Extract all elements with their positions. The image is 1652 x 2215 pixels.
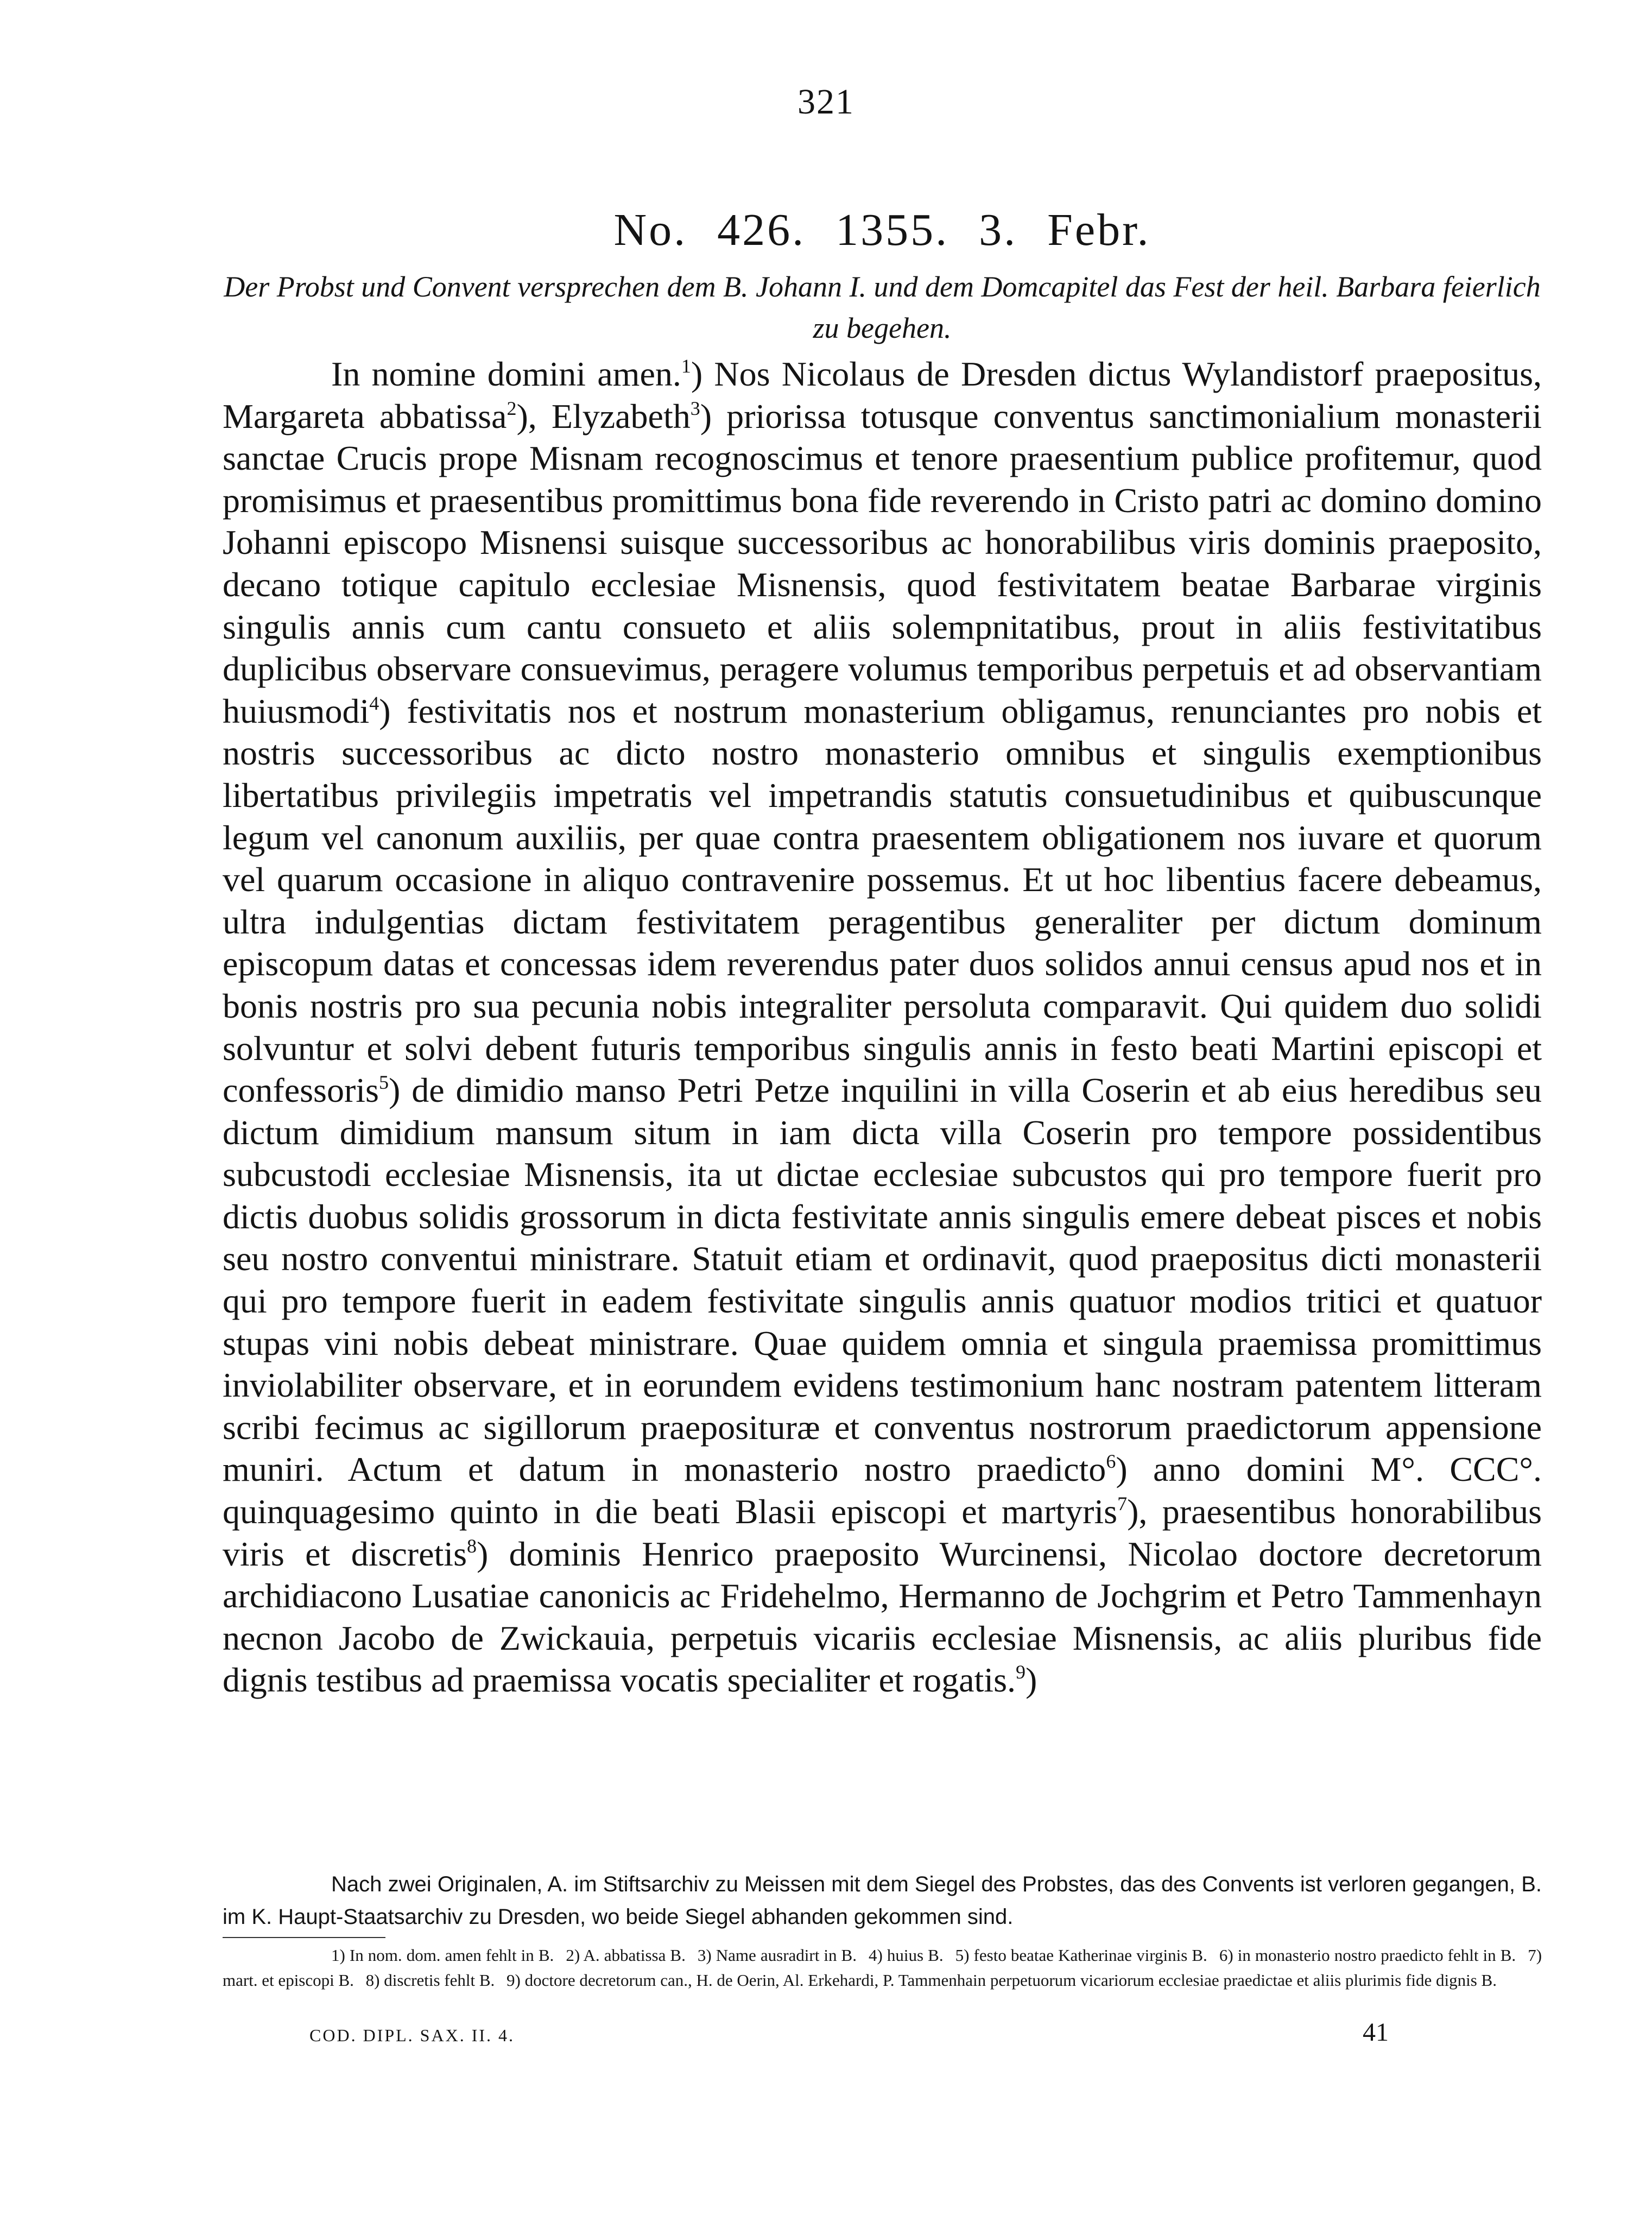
footnote-marker: 5: [378, 1071, 389, 1094]
footnote-item: 7) mart. et episcopi B.: [223, 1946, 1542, 1990]
footnote-item: 6) in monasterio nostro praedicto fehlt in B.: [1219, 1946, 1516, 1965]
text-segment: ) dominis Henrico praeposito Wurcinensi, Nicolao doctore decretorum archidiacono Lusatiae canonicis ac Fridehelmo, Hermanno de Jochgrim et Petro Tammenhayn necnon Jacobo de Zwickauia, perpetuis vicariis ecclesiae Misnensis, ac aliis pluribus fide dignis testibus ad praemissa vocatis specialiter et rogatis.: [223, 1534, 1542, 1700]
footer-sheet-number: 41: [1363, 2018, 1389, 2047]
footnote-item: 5) festo beatae Katherinae virginis B.: [955, 1946, 1207, 1965]
footnote-item: 4) huius B.: [869, 1946, 944, 1965]
text-segment: ) festivitatis nos et nostrum monasterium obligamus, renunciantes pro nobis et nostris successoribus ac dicto nostro monasterio omnibus et singulis exemptionibus libertatibus privilegiis impetratis vel impetrandis statutis consuetudinibus et quibuscunque legum vel canonum auxiliis, per quae contra praesentem obligationem nos iuvare et quorum vel quarum occasione in aliquo contravenire possemus. Et ut hoc libentius facere debeamus, ultra indulgentias dictam festivitatem peragentibus generaliter per dictum dominum episcopum datas et concessas idem reverendus pater duos solidos annui census apud nos et in bonis nostris pro sua pecunia nobis integraliter persoluta comparavit. Qui quidem duo solidi solvuntur et solvi debent futuris temporibus singulis annis in festo beati Martini episcopi et confessoris: [223, 691, 1542, 1110]
text-segment: ): [1025, 1661, 1037, 1700]
footnote-item: 8) discretis fehlt B.: [365, 1971, 495, 1990]
page-number: 321: [797, 82, 855, 122]
text-segment: ) priorissa totusque conventus sanctimonialium monasterii sanctae Crucis prope Misnam recognoscimus et tenore praesentium publice profitemur, quod promisimus et praesentibus promittimus bona fide reverendo in Cristo patri ac domino domino Johanni episcopo Misnensi suisque successoribus ac honorabilibus viris dominis praeposito, decano totique capitulo ecclesiae Misnensis, quod festivitatem beatae Barbarae virginis singulis annis cum cantu consueto et aliis solempnitatibus, prout in aliis festivitatibus duplicibus observare consuevimus, peragere volumus temporibus perpetuis et ad observantiam huiusmodi: [223, 396, 1542, 730]
footnote-item: 9) doctore decretorum can., H. de Oerin, Al. Erkehardi, P. Tammenhain perpetuorum vicariorum ecclesiae praedictae et aliis plurimis fide dignis B.: [507, 1971, 1497, 1990]
text-segment: ), praesentibus honorabilibus viris et discretis: [223, 1492, 1542, 1573]
text-segment: ) de dimidio manso Petri Petze inquilini in villa Coserin et ab eius heredibus seu dictum dimidium mansum situm in iam dicta villa Coserin pro tempore possidentibus subcustodi ecclesiae Misnensis, ita ut dictae ecclesiae subcustos qui pro tempore fuerit pro dictis duobus solidis grossorum in dicta festivitate annis singulis emere debeat pisces et nobis seu nostro conventui ministrare. Statuit etiam et ordinavit, quod praepositus dicti monasterii qui pro tempore fuerit in eadem festivitate singulis annis quatuor modios tritici et quatuor stupas vini nobis debeat ministrare. Quae quidem omnia et singula praemissa promittimus inviolabiliter observare, et in eorundem evidens testimonium hanc nostram patentem litteram scribi fecimus ac sigillorum praeposituræ et conventus nostrorum praedictorum appensione muniri. Actum et datum in monasterio nostro praedicto: [223, 1071, 1542, 1489]
document-title: No. 426. 1355. 3. Febr.: [613, 205, 1151, 255]
footnote-item: 2) A. abbatissa B.: [566, 1946, 686, 1965]
footnote-item: 1) In nom. dom. amen fehlt in B.: [331, 1946, 554, 1965]
footnotes: [223, 1943, 1542, 1993]
footnote-marker: 1: [681, 355, 691, 377]
footer-signature: COD. DIPL. SAX. II. 4.: [309, 2025, 515, 2045]
footnote-marker: 9: [1015, 1661, 1026, 1683]
footnote-marker: 4: [369, 692, 379, 714]
footnote-rule: [223, 1937, 385, 1938]
footnote-marker: 2: [507, 397, 517, 419]
text-segment: ) anno domini M°. CCC°. quinquagesimo quinto in die beati Blasii episcopi et martyris: [223, 1450, 1542, 1531]
footnote-marker: 8: [466, 1535, 477, 1557]
charter-text: [223, 353, 1542, 1701]
text-segment: ), Elyzabeth: [516, 396, 691, 436]
source-note: Nach zwei Originalen, A. im Stiftsarchiv zu Meissen mit dem Siegel des Probstes, das des Convents ist verloren gegangen, B. im K. Haupt-Staatsarchiv zu Dresden, wo beide Siegel abhanden gekommen sind.: [223, 1872, 1542, 1929]
footnote-item: 3) Name ausradirt in B.: [697, 1946, 857, 1965]
text-segment: In nomine domini amen.: [331, 355, 681, 393]
footnote-marker: 3: [690, 397, 700, 419]
text-segment: ) Nos Nicolaus de Dresden dictus Wylandistorf praepositus, Margareta abbatissa: [223, 355, 1542, 436]
document-summary: Der Probst und Convent versprechen dem B. Johann I. und dem Domcapitel das Fest der heil. Barbara feierlich zu begehen.: [224, 270, 1541, 344]
footnote-marker: 6: [1106, 1450, 1116, 1473]
footnote-marker: 7: [1117, 1493, 1128, 1515]
